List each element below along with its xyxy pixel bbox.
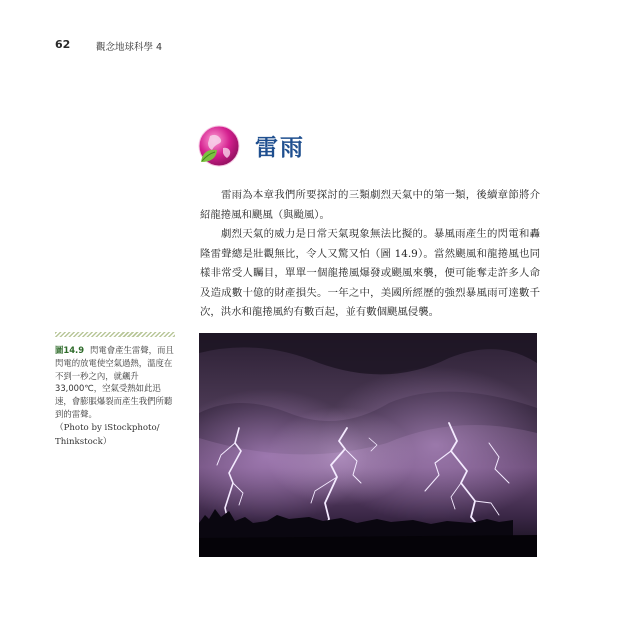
figure-caption xyxy=(55,344,177,448)
body-text xyxy=(200,186,540,323)
paragraph: 劇烈天氣的威力是日常天氣現象無法比擬的。暴風雨產生的閃電和轟隆雷聲總是壯觀無比，令人又驚又怕（圖 14.9）。當然颶風和龍捲風也同樣非常受人矚目，單單一個龍捲風爆發或颶風來襲，便可能奪走許多人命及造成數十億的財產損失。一年之中，美國所經歷的強烈暴風雨可達數千次，洪水和龍捲風約有數百起，並有數個颶風侵襲。 xyxy=(200,228,540,318)
paragraph: 雷雨為本章我們所要探討的三類劇烈天氣中的第一類，後續章節將介紹龍捲風和颶風（與颱風）。 xyxy=(200,189,540,221)
section-title: 雷雨 xyxy=(255,135,305,161)
lightning-storm-photo xyxy=(199,333,537,557)
running-head: 觀念地球科學 4 xyxy=(96,42,163,53)
globe-leaf-icon xyxy=(196,124,242,170)
photo-credit: （Photo by iStockphoto/ Thinkstock） xyxy=(55,422,160,447)
caption-text: 閃電會產生雷聲，而且閃電的放電使空氣過熱，溫度在不到一秒之內，就飆升33,000℃，空氣受熱如此迅速，會膨脹爆裂而產生我們所聽到的雷聲。 xyxy=(55,345,174,419)
page-number: 62 xyxy=(55,38,71,51)
caption-divider xyxy=(55,332,175,337)
figure-label: 圖14.9 xyxy=(55,345,85,355)
